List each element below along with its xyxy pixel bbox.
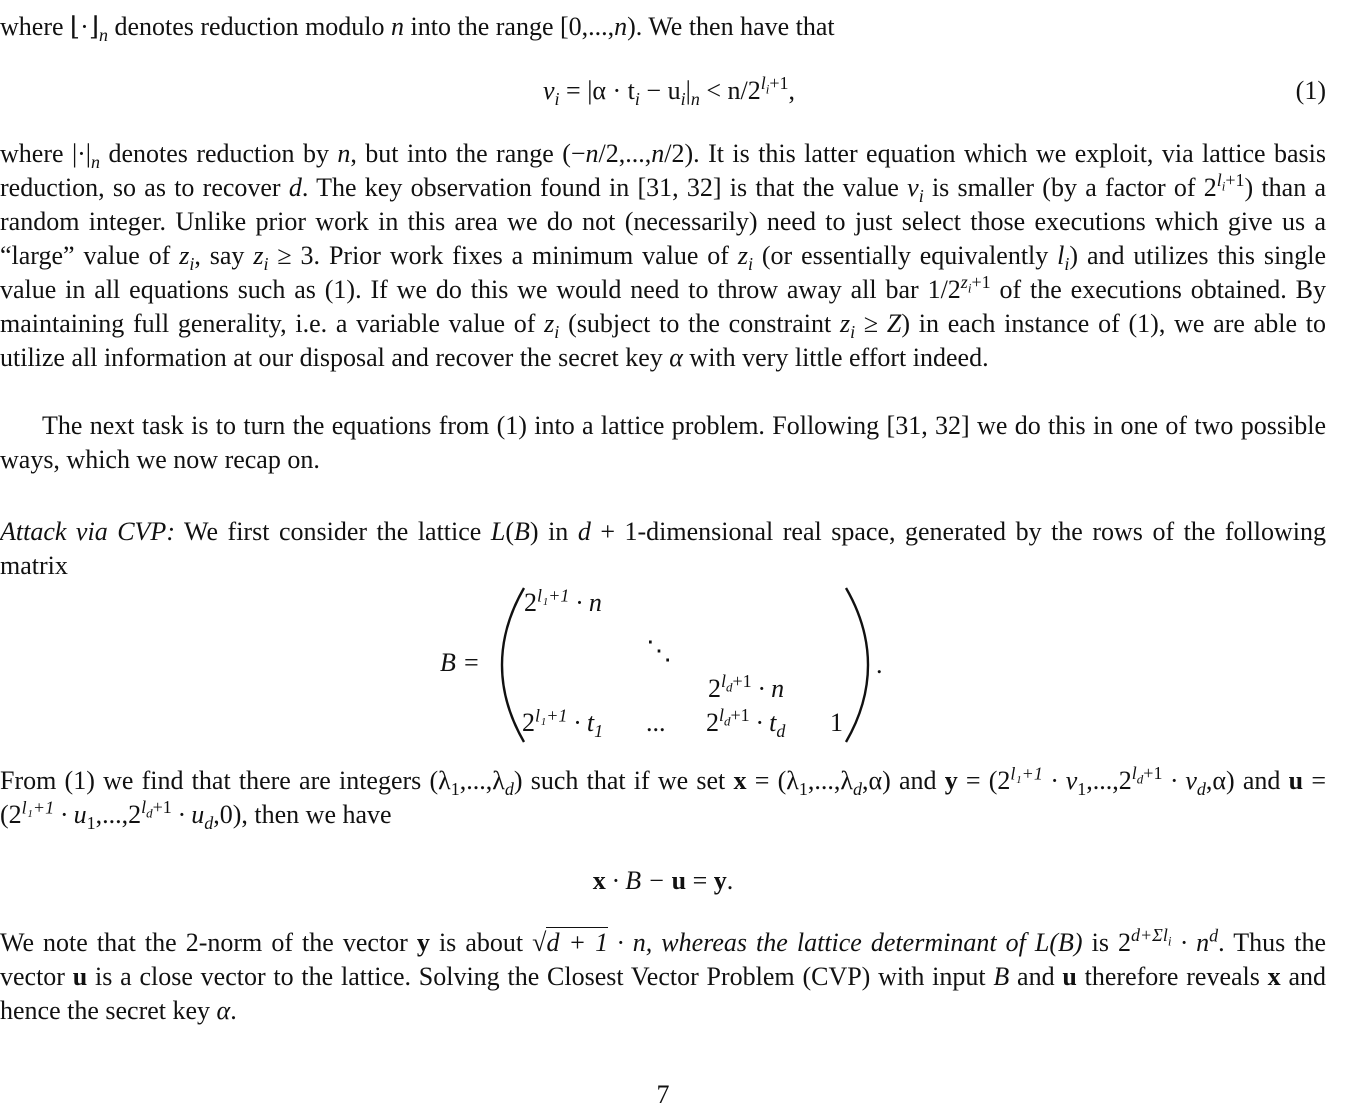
right-paren [842,586,872,744]
paragraph-attack-cvp: Attack via CVP: We first consider the lattice L(B) in d + 1-dimensional real space, generated by the rows of the following matrix [0,517,1327,580]
matrix-row-dots: ... [646,708,666,737]
paragraph-integers: From (1) we find that there are integers $(\lambda_1,...,\lambda_d)$ such that if we set $x = (\lambda_1,...,\lambda_d,\alpha)$ and $y = (2^{l_1+1} \cdot v_1,...,2^{l_d+1} \cdot v_d,\alpha)$ and $u = (2^{l_1+1} \cdot u_1,...,2^{l_d+1} \cdot u_d,0)$, then we have [0,763,1326,834]
matrix-entry-one: 1 [830,708,843,737]
matrix-entry-11: $2^{l_1+1} \cdot n$ [524,585,602,617]
paragraph-next-task: The next task is to turn the equations from (1) into a lattice problem. Following [31, 32] we do this in one of two possible ways, which we now recap on. [0,411,1326,474]
equation-2: x · B − u = y. [592,866,734,895]
equation-number: (1) [1295,76,1326,105]
equation-1: $v_i = |\alpha \cdot t_i - u_i|_n < n/2^{l_i+1}$, (1) [542,73,1326,110]
sqrt-sign: √ [532,928,547,957]
sqrt-radicand: d + 1 [546,928,609,957]
matrix-entry-dd: $2^{l_d+1} \cdot n$ [708,671,785,703]
matrix-diagonal-dots: ⋱ [646,636,672,665]
intro-line: where $⌊\cdot⌋_n$ denotes reduction modulo n into the range [0,...,n). We then have that [0,12,835,46]
matrix-entry-td: $2^{l_d+1} \cdot t_d$ [706,705,786,742]
paragraph-norm: We note that the 2-norm of the vector y is about √d + 1 · n, whereas the lattice determinant of L(B) is $2^{d+\Sigma l_i} \cdot n^d$. Thus the vector u is a close vector to the lattice. Solving the Closest Vector Problem (CVP) with input B and u therefore reveals x and hence the secret key α. [0,925,1327,1025]
paragraph-reduction: where $|\cdot|_n$ denotes reduction by n, but into the range (−n/2,...,n/2). It is this latter equation which we exploit, via lattice basis reduction, so as to recover d. The key observation found in [31, 32] is that the value $v_i$ is smaller (by a factor of $2^{l_i+1}$) than a random integer. Unlike prior work in this area we do not (necessarily) need to just select those executions which give us a “large” value of $z_i$, say $z_i \ge 3$. Prior work fixes a minimum value of $z_i$ (or essentially equivalently $l_i$) and utilizes this single value in all equations such as (1). If we do this we would need to throw away all bar $1/2^{z_i+1}$ of the executions obtained. By maintaining full generality, i.e. a variable value of $z_i$ (subject to the constraint $z_i \ge Z$) in each instance of (1), we are able to utilize all information at our disposal and recover the secret key α with very little effort indeed. [0,139,1327,372]
matrix-b [440,586,900,746]
matrix-entry-t1: $2^{l_1+1} \cdot t_1$ [522,705,604,742]
matrix-period: . [876,650,883,679]
matrix-label: B = [440,648,480,677]
run-in-heading: Attack via CVP: [0,517,175,546]
page-number: 7 [656,1080,670,1109]
